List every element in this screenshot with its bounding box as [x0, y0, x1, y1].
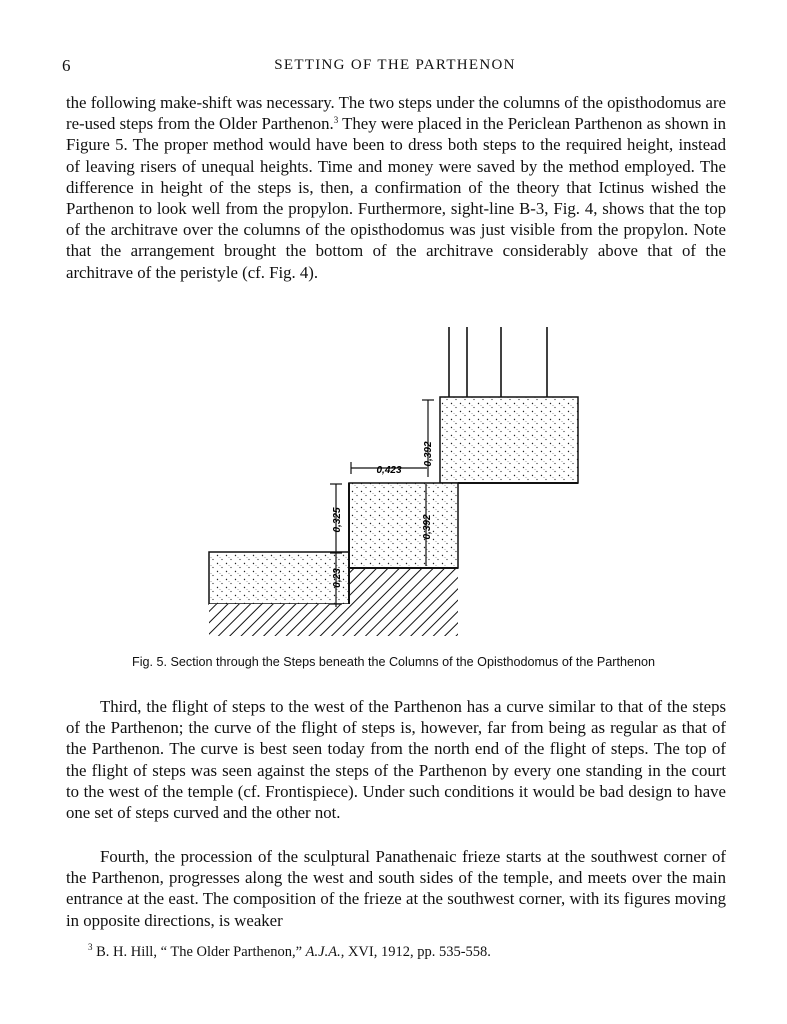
dim-lower-riser: 0,325: [332, 507, 343, 533]
footnote-journal: A.J.A.: [305, 944, 341, 960]
running-title: SETTING OF THE PARTHENON: [274, 57, 516, 73]
footnote-author: B. H. Hill, “ The Older Parthenon,”: [92, 944, 306, 960]
page-number: 6: [62, 56, 71, 75]
column-lines: [449, 327, 547, 397]
dim-upper-riser: 0,392: [423, 441, 434, 467]
paragraph-3: Fourth, the procession of the sculptural Panathenaic frieze starts at the southwest corner of the Parthenon, progresses along the west and south sides of the temple, and meets over the main entrance at the east. The composition of the frieze at the southwest corner, with its figures moving in opposite directions, is weaker: [66, 847, 726, 930]
paragraph-1-text-b: They were placed in the Periclean Parthenon as shown in Figure 5. The proper method would have been to dress both steps to the required height, instead of leaving risers of unequal heights. Time and money were saved by the method employed. The difference in height of the steps is, then, a confirmation of the theory that Ictinus wished the Parthenon to look well from the propylon. Furthermore, sight-line B-3, Fig. 4, shows that the top of the architrave over the columns of the opisthodomus was just visible from the propylon. Note that the arrangement brought the bottom of the architrave considerably above that of the architrave of the peristyle (cf. Fig. 4).: [66, 114, 727, 282]
middle-step: [349, 483, 458, 568]
dim-tread: 0,423: [376, 465, 402, 476]
step-section-drawing: [0, 322, 787, 652]
dim-inner-riser: 0,392: [422, 514, 433, 540]
lower-step: [209, 552, 349, 604]
figure-5: [0, 322, 787, 652]
figure-caption: Fig. 5. Section through the Steps beneath the Columns of the Opisthodomus of the Parthenon: [132, 655, 655, 669]
footnote-marker: 3: [88, 942, 93, 952]
paragraph-2: Third, the flight of steps to the west of the Parthenon has a curve similar to that of the steps of the Parthenon; the curve of the flight of steps is, however, far from being as regular as that of the Parthenon. The curve is best seen today from the north end of the flight of steps. The top of the flight of steps was seen against the steps of the Parthenon by every one standing in the court to the west of the temple (cf. Frontispiece). Under such conditions it would be bad design to have one set of steps curved and the other not.: [66, 697, 726, 823]
footnote: [88, 944, 491, 961]
footnote-ref: 3: [333, 115, 339, 126]
paragraph-1: [66, 92, 726, 283]
footnote-rest: , XVI, 1912, pp. 535-558.: [340, 944, 491, 960]
upper-step: [440, 397, 578, 483]
page-header: [62, 56, 728, 80]
paragraph-1-text-a: the following make-shift was necessary. The two steps under the columns of the opisthodomus are re-used steps from the Older Parthenon.: [66, 93, 726, 134]
dim-bottom: 0,23: [332, 568, 343, 588]
